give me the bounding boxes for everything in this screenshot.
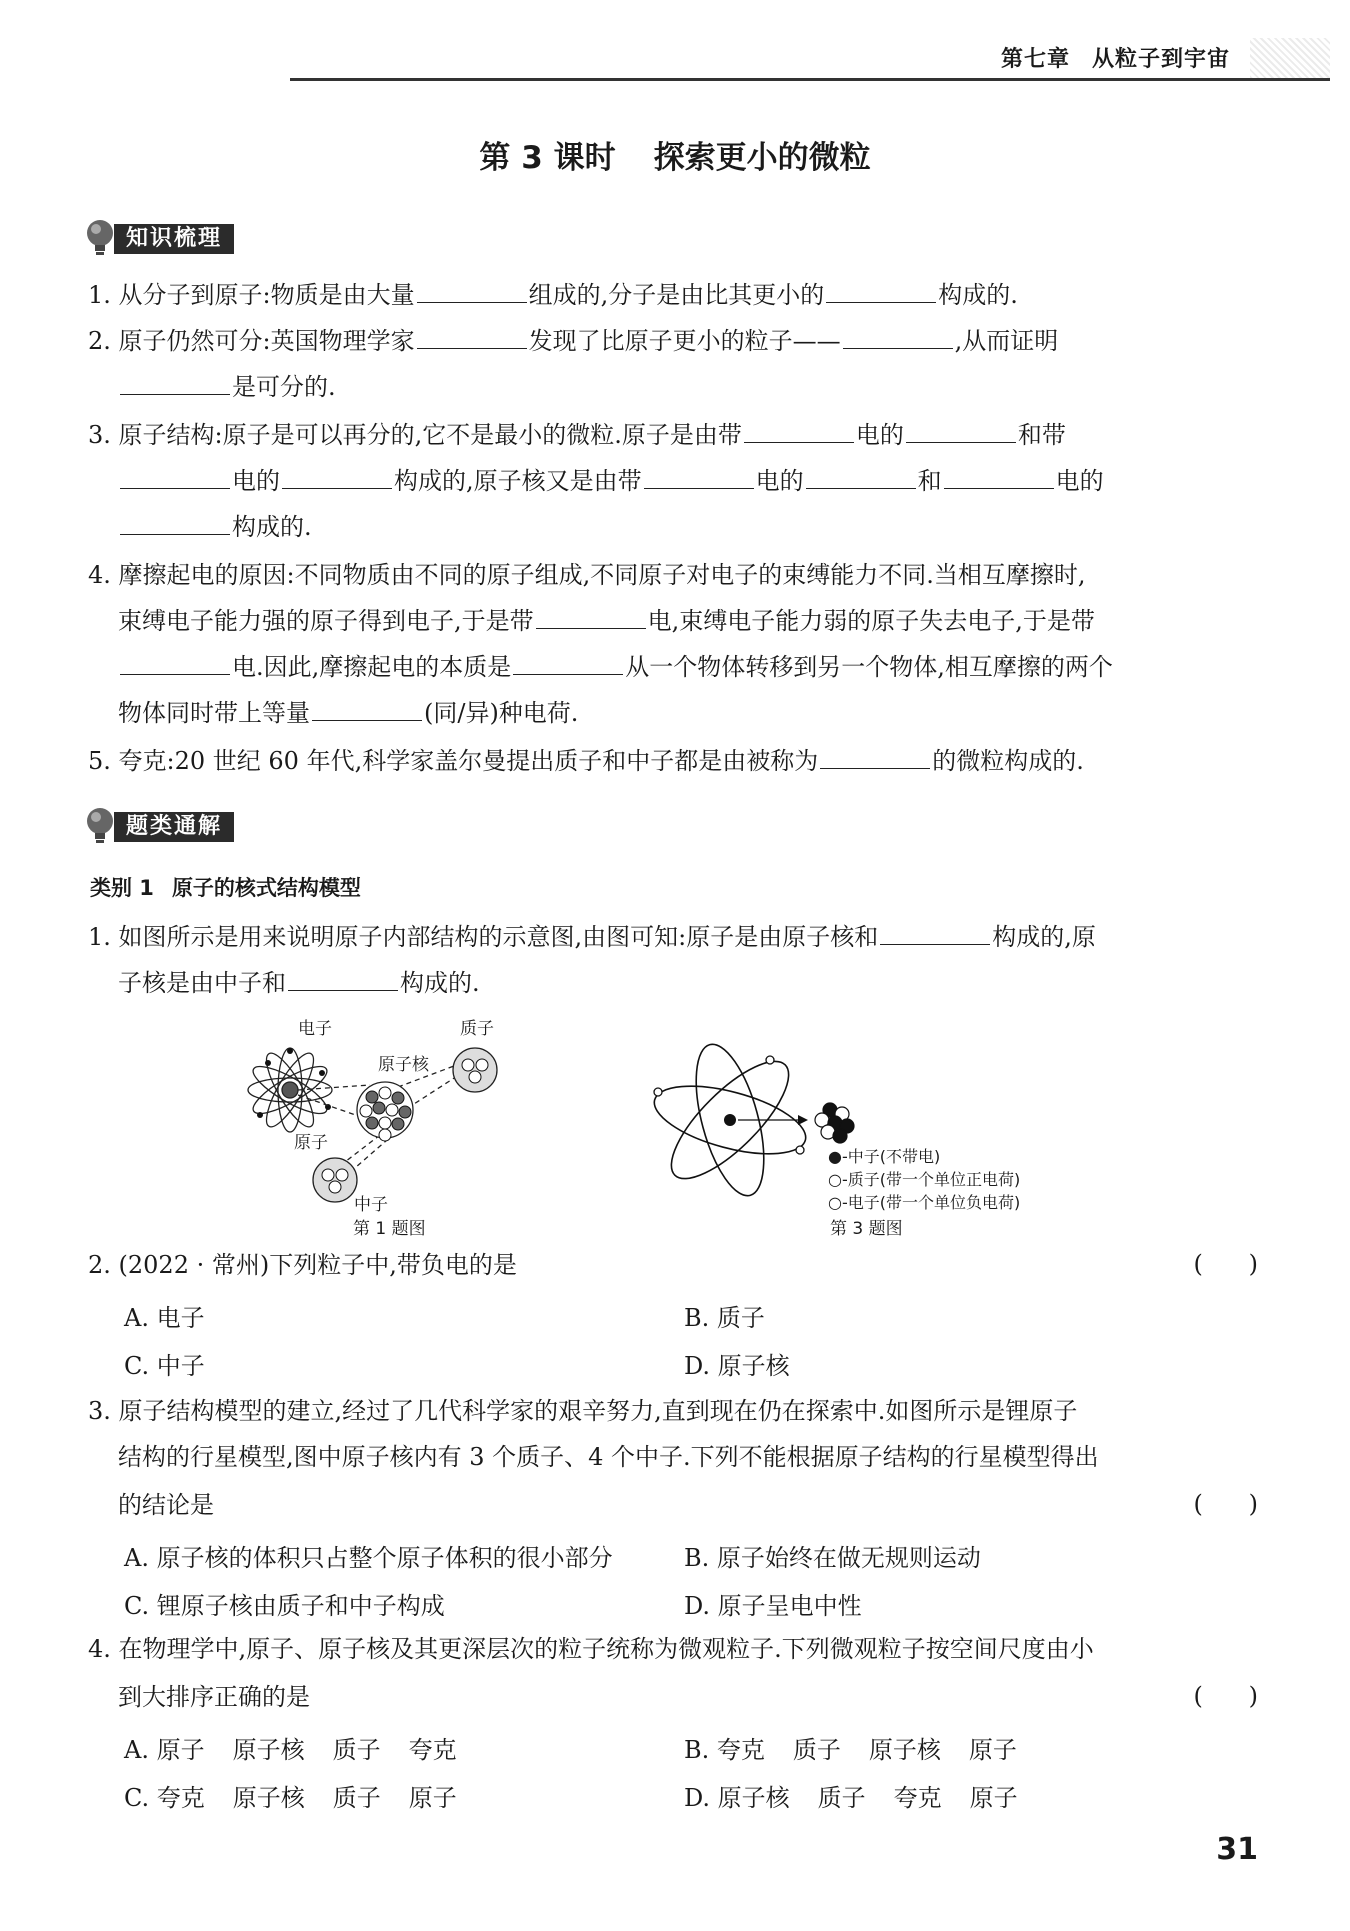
answer-blank[interactable] bbox=[513, 652, 623, 675]
text: 3. 原子结构:原子是可以再分的,它不是最小的微粒.原子是由带 bbox=[88, 421, 742, 449]
option-term: 质子 bbox=[332, 1736, 381, 1764]
answer-blank[interactable] bbox=[806, 466, 916, 489]
legend-proton: ○-质子(带一个单位正电荷) bbox=[828, 1170, 1021, 1189]
text: 2. 原子仍然可分:英国物理学家 bbox=[88, 327, 415, 355]
option-d[interactable] bbox=[684, 1778, 1018, 1813]
question-3-l3: 的结论是 bbox=[118, 1491, 214, 1519]
answer-blank[interactable] bbox=[120, 466, 230, 489]
knowledge-item-3-end bbox=[118, 512, 312, 542]
question-3-l1: 3. 原子结构模型的建立,经过了几代科学家的艰辛努力,直到现在仍在探索中.如图所示是锂原子 bbox=[88, 1397, 1078, 1425]
option-d[interactable]: D. 原子呈电中性 bbox=[684, 1592, 862, 1620]
category-number: 类别 1 bbox=[90, 876, 154, 900]
question-1 bbox=[88, 922, 1096, 952]
option-c[interactable]: C. 锂原子核由质子和中子构成 bbox=[124, 1592, 445, 1620]
text: 5. 夸克:20 世纪 60 年代,科学家盖尔曼提出质子和中子都是由被称为 bbox=[88, 747, 819, 775]
text: 电的 bbox=[1055, 467, 1104, 495]
option-term: 原子核 bbox=[232, 1736, 305, 1764]
option-term: D. 原子核 bbox=[684, 1784, 790, 1812]
text: 束缚电子能力强的原子得到电子,于是带 bbox=[118, 607, 534, 635]
knowledge-item-4-l3 bbox=[118, 652, 1113, 682]
text: 4. 摩擦起电的原因:不同物质由不同的原子组成,不同原子对电子的束缚能力不同.当相互摩擦时, bbox=[88, 561, 1086, 589]
text: 1. 从分子到原子:物质是由大量 bbox=[88, 281, 415, 309]
text: 是可分的. bbox=[232, 373, 336, 401]
chapter-number: 第七章 bbox=[1000, 47, 1070, 72]
text: 构成的. bbox=[232, 513, 312, 541]
text: 发现了比原子更小的粒子—— bbox=[528, 327, 841, 355]
label-neutron: 中子 bbox=[354, 1195, 388, 1215]
text: 从一个物体转移到另一个物体,相互摩擦的两个 bbox=[625, 653, 1113, 681]
option-term: A. 原子 bbox=[124, 1736, 205, 1764]
option-term: 质子 bbox=[332, 1784, 381, 1812]
option-term: 质子 bbox=[817, 1784, 866, 1812]
knowledge-item-3 bbox=[88, 420, 1066, 450]
answer-blank[interactable] bbox=[120, 652, 230, 675]
option-term: 夸克 bbox=[408, 1736, 457, 1764]
knowledge-item-2-cont bbox=[118, 372, 336, 402]
answer-blank[interactable] bbox=[120, 512, 230, 535]
knowledge-item-3-cont bbox=[118, 466, 1104, 496]
lesson-title bbox=[0, 132, 1350, 177]
text: (同/异)种电荷. bbox=[424, 699, 579, 727]
answer-blank[interactable] bbox=[417, 280, 527, 303]
option-term: B. 夸克 bbox=[684, 1736, 765, 1764]
category-name: 原子的核式结构模型 bbox=[171, 876, 361, 900]
option-term: C. 夸克 bbox=[124, 1784, 205, 1812]
legend-neutron: ●-中子(不带电) bbox=[828, 1147, 941, 1166]
text: 构成的,原子核又是由带 bbox=[394, 467, 642, 495]
section-label: 知识梳理 bbox=[114, 224, 234, 254]
option-d[interactable]: D. 原子核 bbox=[684, 1352, 790, 1380]
label-electron: 电子 bbox=[298, 1019, 332, 1039]
knowledge-item-4-l2 bbox=[118, 606, 1095, 636]
legend-electron: ○-电子(带一个单位负电荷) bbox=[828, 1193, 1021, 1212]
knowledge-item-5 bbox=[88, 746, 1084, 776]
proton-drawing bbox=[453, 1048, 497, 1092]
text: 和带 bbox=[1017, 421, 1066, 449]
text: 电的 bbox=[232, 467, 280, 495]
label-atom: 原子 bbox=[294, 1133, 328, 1153]
answer-blank[interactable] bbox=[944, 466, 1054, 489]
label-nucleus: 原子核 bbox=[378, 1055, 429, 1075]
text: ,从而证明 bbox=[954, 327, 1059, 355]
category-heading bbox=[90, 872, 361, 902]
atom-drawing bbox=[248, 1048, 333, 1133]
figure-1-caption: 第 1 题图 bbox=[353, 1219, 426, 1239]
knowledge-item-4 bbox=[88, 560, 1086, 590]
option-term: 原子 bbox=[408, 1784, 457, 1812]
question-4-l1: 4. 在物理学中,原子、原子核及其更深层次的粒子统称为微观粒子.下列微观粒子按空间尺度由小 bbox=[88, 1635, 1094, 1663]
question-3-l2: 结构的行星模型,图中原子核内有 3 个质子、4 个中子.下列不能根据原子结构的行星模型得出 bbox=[118, 1443, 1099, 1471]
figure-3-caption: 第 3 题图 bbox=[830, 1219, 903, 1239]
answer-paren[interactable]: ( ) bbox=[1193, 1250, 1258, 1278]
label-proton: 质子 bbox=[460, 1019, 494, 1039]
option-term: 原子 bbox=[969, 1784, 1018, 1812]
lesson-number: 第 3 课时 bbox=[479, 140, 616, 176]
text: 电,束缚电子能力弱的原子失去电子,于是带 bbox=[647, 607, 1095, 635]
knowledge-item-4-l4 bbox=[118, 698, 578, 728]
text: 的微粒构成的. bbox=[932, 747, 1084, 775]
option-term: 原子 bbox=[968, 1736, 1017, 1764]
option-c[interactable]: C. 中子 bbox=[124, 1352, 205, 1380]
text: 构成的. bbox=[938, 281, 1018, 309]
knowledge-item-1 bbox=[88, 280, 1018, 310]
option-a[interactable]: A. 电子 bbox=[124, 1304, 205, 1332]
answer-blank[interactable] bbox=[906, 420, 1016, 443]
text: 和 bbox=[917, 467, 942, 495]
answer-blank[interactable] bbox=[288, 968, 398, 991]
answer-paren[interactable]: ( ) bbox=[1193, 1682, 1258, 1710]
answer-blank[interactable] bbox=[744, 420, 854, 443]
answer-blank[interactable] bbox=[880, 922, 990, 945]
chapter-heading bbox=[1001, 42, 1230, 73]
running-header bbox=[290, 38, 1330, 81]
option-b[interactable] bbox=[684, 1730, 1017, 1765]
answer-paren[interactable]: ( ) bbox=[1193, 1490, 1258, 1518]
text: 子核是由中子和 bbox=[118, 969, 286, 997]
answer-blank[interactable] bbox=[120, 372, 230, 395]
option-term: 原子核 bbox=[868, 1736, 941, 1764]
section-label: 题类通解 bbox=[114, 812, 234, 842]
knowledge-item-2 bbox=[88, 326, 1058, 356]
text: 构成的. bbox=[400, 969, 480, 997]
answer-blank[interactable] bbox=[843, 326, 953, 349]
answer-blank[interactable] bbox=[820, 746, 930, 769]
text: 构成的,原 bbox=[992, 923, 1096, 951]
text: 物体同时带上等量 bbox=[118, 699, 310, 727]
text: 电的 bbox=[855, 421, 904, 449]
nucleus-drawing bbox=[357, 1082, 413, 1141]
option-c[interactable] bbox=[124, 1778, 457, 1813]
answer-blank[interactable] bbox=[536, 606, 646, 629]
figure-1-atom-structure bbox=[240, 1015, 530, 1205]
answer-blank[interactable] bbox=[282, 466, 392, 489]
answer-blank[interactable] bbox=[826, 280, 936, 303]
page-number: 31 bbox=[1216, 1832, 1258, 1867]
option-b[interactable]: B. 原子始终在做无规则运动 bbox=[684, 1544, 981, 1572]
question-1-cont bbox=[118, 968, 480, 998]
option-a[interactable]: A. 原子核的体积只占整个原子体积的很小部分 bbox=[124, 1544, 613, 1572]
chapter-title: 从粒子到宇宙 bbox=[1091, 47, 1230, 72]
neutron-drawing bbox=[313, 1158, 357, 1202]
header-decoration bbox=[1250, 38, 1330, 78]
text: 电.因此,摩擦起电的本质是 bbox=[232, 653, 512, 681]
question-4-l2: 到大排序正确的是 bbox=[118, 1683, 310, 1711]
option-term: 质子 bbox=[792, 1736, 841, 1764]
text: 电的 bbox=[755, 467, 804, 495]
option-a[interactable] bbox=[124, 1730, 457, 1765]
answer-blank[interactable] bbox=[417, 326, 527, 349]
text: 组成的,分子是由比其更小的 bbox=[528, 281, 825, 309]
option-b[interactable]: B. 质子 bbox=[684, 1304, 765, 1332]
answer-blank[interactable] bbox=[312, 698, 422, 721]
option-term: 原子核 bbox=[232, 1784, 305, 1812]
option-term: 夸克 bbox=[893, 1784, 942, 1812]
answer-blank[interactable] bbox=[644, 466, 754, 489]
lesson-topic: 探索更小的微粒 bbox=[653, 140, 871, 176]
text: 1. 如图所示是用来说明原子内部结构的示意图,由图可知:原子是由原子核和 bbox=[88, 923, 879, 951]
question-2: 2. (2022 · 常州)下列粒子中,带负电的是 bbox=[88, 1251, 517, 1279]
